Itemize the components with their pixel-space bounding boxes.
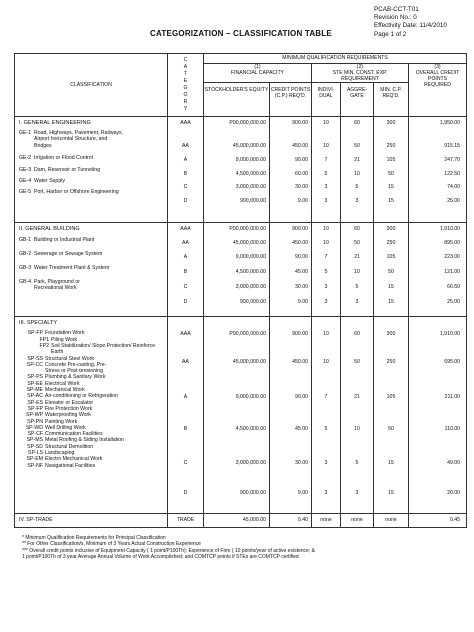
section-general-building <box>15 223 168 317</box>
min-cp-cell: 250 <box>386 240 396 247</box>
list-item <box>19 343 165 356</box>
section-general-engineering <box>15 117 168 223</box>
equity-cell: 900,000.00 <box>240 299 266 306</box>
aggregate-cell: 5 <box>355 184 359 191</box>
footnote: * Minimum Qualification Requirements for Principal Classification <box>22 535 166 541</box>
category-cell: C <box>183 184 188 191</box>
category-cell: D <box>183 198 188 205</box>
min-cp-cell: 105 <box>386 394 396 401</box>
individual-cell: 5 <box>324 269 328 276</box>
min-req-header: MINIMUM QUALIFICATION REQUIREMENTS <box>204 54 467 64</box>
aggregate-cell: 5 <box>355 460 359 467</box>
category-cell: A <box>183 394 188 401</box>
financial-label: FINANCIAL CAPACITY <box>231 70 284 77</box>
overall-cell: 49.00 <box>447 460 461 467</box>
item-code: GE-3 <box>19 167 32 174</box>
ste-header <box>312 64 409 83</box>
item-text: Painting Work <box>45 418 78 425</box>
individual-cell: 10 <box>323 240 329 247</box>
equity-cell: 45,000,000.00 <box>232 359 266 366</box>
aggregate-cell: 5 <box>355 284 359 291</box>
category-cell: C <box>183 284 188 291</box>
aggregate-cell: 21 <box>354 157 360 164</box>
cp-cell: 30.00 <box>295 184 308 191</box>
cp-column <box>270 317 312 514</box>
category-cell: AA <box>182 143 189 150</box>
aggregate-cell: 10 <box>354 426 360 433</box>
item-text: Foundation Work <box>45 330 85 337</box>
overall-cell: 0.45 <box>409 514 467 528</box>
overall-cell: 895.00 <box>444 240 461 247</box>
item-text: Soil Stabilization/ Slope Protection/ Reinforce Earth <box>51 342 156 356</box>
category-cell: TRADE <box>168 514 204 528</box>
equity-cell: 9,000,000.00 <box>235 394 266 401</box>
aggregate-cell: 21 <box>354 394 360 401</box>
min-cp-cell: 50 <box>388 269 394 276</box>
min-cp-cell: 300 <box>386 226 396 233</box>
overall-header <box>409 64 467 117</box>
item-code: SP-FP <box>27 405 43 412</box>
page-number: Page 1 of 2 <box>374 30 407 38</box>
equity-column <box>204 117 270 223</box>
category-cell: AAA <box>180 120 191 127</box>
item-text: Piling Work <box>51 336 78 343</box>
category-cell: D <box>183 490 188 497</box>
section-row <box>15 317 467 514</box>
section-sp-trade: IV. SP-TRADE <box>15 514 168 528</box>
equity-cell: P90,000,000.00 <box>229 120 266 127</box>
aggregate-cell: 3 <box>355 490 359 497</box>
item-code: SP-EM <box>26 456 43 463</box>
category-cell: AAA <box>180 226 191 233</box>
list-item <box>19 155 165 164</box>
financial-capacity-header <box>204 64 312 83</box>
category-cell: B <box>183 171 188 178</box>
item-text: Air-conditioning or Refrigeration <box>45 393 118 400</box>
aggregate-column <box>341 223 374 317</box>
list-item <box>19 362 165 375</box>
item-text: Concrete Pre-casting, Pre-Stress or Post-tensioning <box>45 361 107 375</box>
section-title: III. SPECIALTY <box>19 320 58 327</box>
item-code: SP-MS <box>26 437 43 444</box>
document-header <box>374 6 447 39</box>
equity-cell: 45,000,000.00 <box>232 240 266 247</box>
item-code: SP-ES <box>27 399 43 406</box>
overall-cell: 122.50 <box>444 171 461 178</box>
item-code: GB-4 <box>19 279 32 286</box>
list-item <box>19 237 165 247</box>
section-title: II. GENERAL BUILDING <box>19 226 80 233</box>
equity-cell: P90,000,000.00 <box>229 331 266 338</box>
item-text: Waterproofing Work <box>45 412 91 419</box>
overall-cell: 695.00 <box>444 359 461 366</box>
category-cell: B <box>183 426 188 433</box>
overall-cell: 66.50 <box>447 284 461 291</box>
equity-cell: 3,000,000.00 <box>235 284 266 291</box>
item-code: GE-5 <box>19 189 32 196</box>
min-cp-cell: 300 <box>386 120 396 127</box>
item-text: Water Treatment Plant & System <box>34 265 110 272</box>
category-column <box>168 317 204 514</box>
individual-cell: 3 <box>324 460 328 467</box>
cp-cell: 9.00 <box>297 299 308 306</box>
equity-header: STOCKHOLDER'S EQUITY <box>204 83 270 117</box>
cp-column <box>270 117 312 223</box>
min-cp-cell: none <box>374 514 409 528</box>
overall-cell: 20.00 <box>447 490 461 497</box>
aggregate-cell: 60 <box>354 226 360 233</box>
footnote: *** Overall credit points inclusive of Equipment Capacity ( 1 point/P100Th); Experience of Firm ( 10 points/year of active existence; & <box>22 547 315 554</box>
item-code: FP2 <box>39 342 49 349</box>
list-item <box>19 189 165 195</box>
individual-cell: 3 <box>324 284 328 291</box>
cp-cell: 900.00 <box>292 331 308 338</box>
individual-cell: 10 <box>323 359 329 366</box>
ste-label: STE MIN. CONST. EXP. REQUIREMENT <box>332 70 388 83</box>
item-code: SP-CC <box>26 361 43 368</box>
overall-cell: 25.00 <box>447 299 461 306</box>
item-text: Communication Facilities <box>45 431 103 438</box>
item-text: Well Drilling Work <box>45 424 86 431</box>
item-text: Elevator or Escalator <box>45 399 94 406</box>
cp-cell: 450.00 <box>292 143 308 150</box>
category-header: C A T E G O R Y <box>168 54 204 117</box>
item-code: SP-LS <box>28 450 43 457</box>
item-text: Navigational Facilities <box>45 462 96 469</box>
individual-cell: 10 <box>323 120 329 127</box>
equity-cell: 45,000,000.00 <box>232 143 266 150</box>
aggregate-cell: 10 <box>354 171 360 178</box>
aggregate-cell: 60 <box>354 120 360 127</box>
min-cp-column <box>374 317 409 514</box>
item-code: GB-2 <box>19 251 32 258</box>
item-code: SP-FP <box>27 330 43 337</box>
category-column <box>168 117 204 223</box>
min-cp-cell: 15 <box>388 184 394 191</box>
item-code: SP-EE <box>27 380 43 387</box>
trade-row <box>15 514 467 528</box>
aggregate-cell: 50 <box>354 240 360 247</box>
effectivity-date: Effectivity Date: 11/4/2010 <box>374 22 447 30</box>
cp-cell: 450.00 <box>292 359 308 366</box>
category-cell: A <box>183 254 188 261</box>
aggregate-cell: none <box>341 514 374 528</box>
individual-cell: none <box>312 514 341 528</box>
item-text: Sewerage or Sewage System <box>34 251 103 258</box>
list-item <box>19 178 165 187</box>
footnote: ** For Other Classification/s, Minimum of 3 Years Actual Construction Experience <box>22 541 201 548</box>
overall-cell: 110.00 <box>444 426 461 433</box>
min-cp-header: MIN. C.P. REQ'D. <box>374 83 409 117</box>
item-text: Mechanical Work <box>45 387 85 394</box>
min-cp-cell: 50 <box>388 171 394 178</box>
cp-cell: 45.00 <box>295 269 308 276</box>
overall-cell: 74.00 <box>447 184 461 191</box>
individual-column <box>312 317 341 514</box>
item-text: Road, Highways, Pavement, Railways, Airport horizontal Structure, and Bridges <box>34 130 124 149</box>
min-cp-cell: 105 <box>386 157 396 164</box>
individual-cell: 10 <box>323 226 329 233</box>
item-code: SP-AC <box>27 393 43 400</box>
cp-cell: 30.00 <box>295 284 308 291</box>
category-column <box>168 223 204 317</box>
doc-code: PCAB-CCT-T01 <box>374 6 419 13</box>
item-text: Metal Roofing & Siding Installation <box>45 437 125 444</box>
item-code: GE-1 <box>19 130 32 137</box>
item-text: Dam, Reservoir or Tunneling <box>34 167 101 174</box>
classification-header: CLASSIFICATION <box>15 54 168 117</box>
cp-cell: 45.00 <box>295 426 308 433</box>
equity-cell: 900,000.00 <box>240 198 266 205</box>
cp-column <box>270 223 312 317</box>
aggregate-column <box>341 317 374 514</box>
item-code: GB-1 <box>19 237 32 244</box>
individual-header: INDIVI- DUAL <box>312 83 341 117</box>
equity-cell: P90,000,000.00 <box>229 226 266 233</box>
cp-cell: 0.40 <box>270 514 312 528</box>
financial-num: (1) <box>254 64 261 70</box>
section-row <box>15 117 467 223</box>
min-cp-cell: 15 <box>388 460 394 467</box>
overall-cell: 211.00 <box>444 394 461 401</box>
individual-cell: 3 <box>324 490 328 497</box>
category-cell: AA <box>182 359 189 366</box>
item-text: Port, Harbor or Offshore Engineering <box>34 189 119 196</box>
category-cell: AA <box>182 240 189 247</box>
aggregate-cell: 3 <box>355 299 359 306</box>
individual-cell: 7 <box>324 254 328 261</box>
item-text: Structural Demolition <box>45 443 94 450</box>
min-cp-cell: 15 <box>388 490 394 497</box>
cp-cell: 30.00 <box>295 460 308 467</box>
credit-points-header: CREDIT POINTS (C.P.) REQ'D. <box>270 83 312 117</box>
item-text: Fire Protection Work <box>45 405 93 412</box>
aggregate-cell: 50 <box>354 359 360 366</box>
cp-cell: 90.00 <box>295 157 308 164</box>
category-cell: C <box>183 460 188 467</box>
list-item <box>19 265 165 275</box>
min-cp-cell: 15 <box>388 198 394 205</box>
min-cp-cell: 250 <box>386 359 396 366</box>
cp-cell: 9.00 <box>297 490 308 497</box>
cp-cell: 9.00 <box>297 198 308 205</box>
item-code: SP-PS <box>27 374 43 381</box>
cp-cell: 60.00 <box>295 171 308 178</box>
aggregate-cell: 3 <box>355 198 359 205</box>
min-cp-column <box>374 117 409 223</box>
item-text: Electro Mechanical Work <box>45 456 103 463</box>
list-item <box>19 167 165 176</box>
aggregate-cell: 10 <box>354 269 360 276</box>
cp-cell: 90.00 <box>295 394 308 401</box>
item-text: Plumbing & Sanitary Work <box>45 374 106 381</box>
individual-cell: 3 <box>324 198 328 205</box>
ste-num: (2) <box>356 64 364 70</box>
item-text: Landscaping <box>45 450 75 457</box>
overall-column <box>409 117 467 223</box>
category-cell: AAA <box>180 331 191 338</box>
classification-table <box>14 53 467 528</box>
overall-column <box>409 223 467 317</box>
page-title: CATEGORIZATION – CLASSIFICATION TABLE <box>150 29 332 38</box>
category-cell: A <box>183 157 188 164</box>
equity-cell: 45,000.00 <box>204 514 270 528</box>
equity-column <box>204 223 270 317</box>
list-item <box>19 463 165 469</box>
item-code: GB-3 <box>19 265 32 272</box>
item-code: SP-ME <box>26 387 43 394</box>
equity-cell: 9,000,000.00 <box>235 254 266 261</box>
section-title: I. GENERAL ENGINEERING <box>19 120 91 127</box>
min-cp-cell: 50 <box>388 426 394 433</box>
footnote: 1 point/P100Th of 3 year Average Annual Volume of Work Accomplished; and COMTCP points if STEs are COMTCP certified <box>22 553 299 560</box>
equity-column <box>204 317 270 514</box>
individual-cell: 3 <box>324 184 328 191</box>
item-code: SP-NF <box>27 462 43 469</box>
revision-no: Revision No.: 0 <box>374 14 417 22</box>
aggregate-cell: 60 <box>354 331 360 338</box>
section-row <box>15 223 467 317</box>
list-item <box>19 251 165 261</box>
item-text: Park, Playground or Recreational Work <box>34 279 80 292</box>
list-item <box>19 279 165 291</box>
cp-cell: 450.00 <box>292 240 308 247</box>
aggregate-column <box>341 117 374 223</box>
individual-cell: 5 <box>324 171 328 178</box>
equity-cell: 4,500,000.00 <box>235 426 266 433</box>
individual-cell: 10 <box>323 331 329 338</box>
individual-cell: 7 <box>324 394 328 401</box>
equity-cell: 4,500,000.00 <box>235 171 266 178</box>
cp-cell: 90.00 <box>295 254 308 261</box>
individual-column <box>312 223 341 317</box>
aggregate-header: AGGRE- GATE <box>341 83 374 117</box>
overall-label: OVERALL CREDIT POINTS REQUIRED <box>415 70 460 89</box>
min-cp-cell: 300 <box>386 331 396 338</box>
item-text: Electrical Work <box>45 380 80 387</box>
item-code: SP-CF <box>27 431 43 438</box>
individual-cell: 7 <box>324 157 328 164</box>
section-specialty <box>15 317 168 514</box>
min-cp-cell: 105 <box>386 254 396 261</box>
item-code: FP1 <box>39 336 49 343</box>
item-code: SP-SD <box>27 443 43 450</box>
min-cp-cell: 15 <box>388 299 394 306</box>
overall-cell: 1,910.00 <box>439 331 461 338</box>
item-code: GE-2 <box>19 155 32 162</box>
item-text: Water Supply <box>34 178 65 185</box>
item-code: SP-WD <box>25 424 43 431</box>
overall-cell: 915.15 <box>444 143 461 150</box>
individual-cell: 3 <box>324 299 328 306</box>
min-cp-cell: 250 <box>386 143 396 150</box>
item-code: SP-PN <box>27 418 43 425</box>
item-code: GE-4 <box>19 178 32 185</box>
item-text: Structural Steel Work <box>45 355 94 362</box>
item-code: SP-WP <box>25 412 43 419</box>
cp-cell: 900.00 <box>292 120 308 127</box>
individual-column <box>312 117 341 223</box>
item-text: Building or Industrial Plant <box>34 237 95 244</box>
equity-cell: 3,000,000.00 <box>235 460 266 467</box>
aggregate-cell: 50 <box>354 143 360 150</box>
min-cp-cell: 15 <box>388 284 394 291</box>
item-code: SP-SS <box>27 355 43 362</box>
overall-cell: 1,950.00 <box>439 120 461 127</box>
overall-num: (3) <box>434 64 441 70</box>
equity-cell: 4,500,000.00 <box>235 269 266 276</box>
cp-cell: 900.00 <box>292 226 308 233</box>
equity-cell: 3,000,000.00 <box>235 184 266 191</box>
min-cp-column <box>374 223 409 317</box>
item-text: Irrigation or Flood Control <box>34 155 93 162</box>
overall-cell: 247.70 <box>444 157 461 164</box>
equity-cell: 900,000.00 <box>240 490 266 497</box>
category-cell: D <box>183 299 188 306</box>
overall-cell: 1,910.00 <box>439 226 461 233</box>
equity-cell: 9,000,000.00 <box>235 157 266 164</box>
overall-column <box>409 317 467 514</box>
footnotes <box>22 535 462 560</box>
overall-cell: 25.00 <box>447 198 461 205</box>
individual-cell: 10 <box>323 143 329 150</box>
list-item <box>19 130 165 154</box>
individual-cell: 5 <box>324 426 328 433</box>
aggregate-cell: 21 <box>354 254 360 261</box>
category-cell: B <box>183 269 188 276</box>
overall-cell: 121.00 <box>444 269 461 276</box>
overall-cell: 223.00 <box>444 254 461 261</box>
